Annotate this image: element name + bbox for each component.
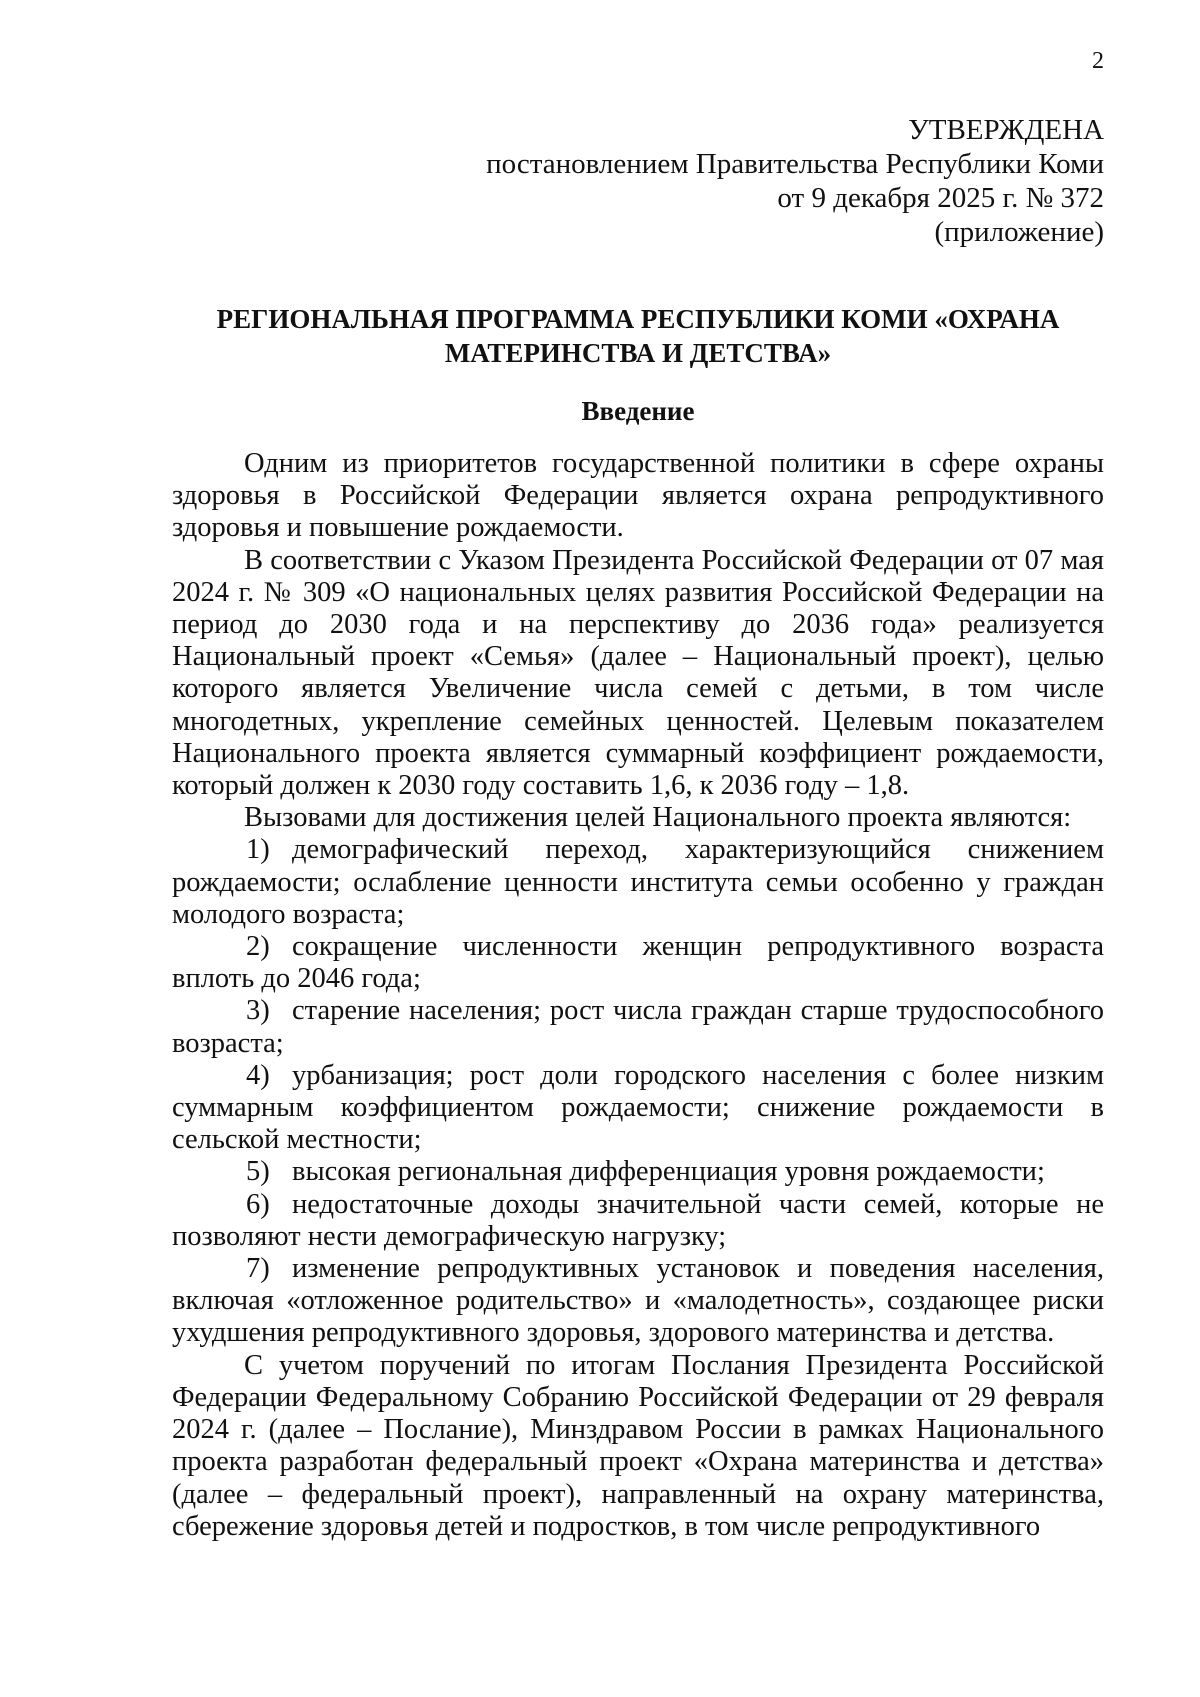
list-item-number: 2) — [246, 931, 270, 963]
page-number: 2 — [1092, 48, 1104, 74]
section-heading: Введение — [581, 396, 695, 426]
approval-date-number: от 9 декабря 2025 г. № 372 — [777, 182, 1104, 214]
list-item-text: урбанизация; рост доли городского населения с более низким суммарным коэффициентом рождаемости; снижение рождаемости в сельской местности; — [172, 1059, 1104, 1156]
approval-authority: постановлением Правительства Республики Коми — [486, 148, 1104, 180]
list-item — [172, 995, 1104, 1059]
list-item-text: недостаточные доходы значительной части семей, которые не позволяют нести демографическую нагрузку; — [172, 1188, 1104, 1252]
list-item — [172, 834, 1104, 931]
list-item-text: сокращение численности женщин репродуктивного возраста вплоть до 2046 года; — [172, 931, 1104, 995]
list-item-number: 4) — [246, 1059, 270, 1091]
approval-status: УТВЕРЖДЕНА — [908, 114, 1104, 146]
list-item-number: 6) — [246, 1188, 270, 1220]
list-item-number: 3) — [246, 995, 270, 1027]
title-line-1: РЕГИОНАЛЬНАЯ ПРОГРАММА РЕСПУБЛИКИ КОМИ «ОХРАНА — [216, 304, 1060, 334]
paragraph-challenges-intro: Вызовами для достижения целей Национального проекта являются: — [244, 802, 1072, 834]
list-item — [172, 1253, 1104, 1350]
paragraph-decree: В соответствии с Указом Президента Российской Федерации от 07 мая 2024 г. № 309 «О национальных целях развития Российской Федерации на период до 2030 года и на перспективу до 2036 года» реализуется Национальный проект «Семья» (далее – Национальный проект), целью которого является Увеличение числа семей с детьми, в том числе многодетных, укрепление семейных ценностей. Целевым показателем Национального проекта является суммарный коэффициент рождаемости, который должен к 2030 году составить 1,6, к 2036 году – 1,8. — [172, 544, 1104, 802]
paragraph-intro: Одним из приоритетов государственной политики в сфере охраны здоровья в Российской Федерации является охрана репродуктивного здоровья и повышение рождаемости. — [172, 448, 1104, 544]
list-item — [172, 1156, 1104, 1188]
list-item-text: старение населения; рост числа граждан старше трудоспособного возраста; — [172, 995, 1104, 1059]
list-item — [172, 1060, 1104, 1157]
approval-note: (приложение) — [934, 216, 1104, 248]
list-item-number: 7) — [246, 1253, 270, 1285]
approval-block — [486, 113, 1104, 249]
list-item — [172, 1189, 1104, 1253]
document-title — [172, 302, 1104, 370]
list-item-text: высокая региональная дифференциация уровня рождаемости; — [292, 1156, 1045, 1188]
document-body — [172, 448, 1104, 1543]
list-item-number: 5) — [246, 1156, 270, 1188]
list-item-number: 1) — [246, 834, 270, 866]
list-item-text: изменение репродуктивных установок и поведения населения, включая «отложенное родительство» и «малодетность», создающее риски ухудшения репродуктивного здоровья, здорового материнства и детства. — [172, 1253, 1104, 1349]
list-item — [172, 931, 1104, 995]
list-item-text: демографический переход, характеризующийся снижением рождаемости; ослабление ценности института семьи особенно у граждан молодого возраста; — [172, 834, 1104, 930]
paragraph-federal-project: С учетом поручений по итогам Послания Президента Российской Федерации Федеральному Собранию Российской Федерации от 29 февраля 2024 г. (далее – Послание), Минздравом России в рамках Национального проекта разработан федеральный проект «Охрана материнства и детства» (далее – федеральный проект), направленный на охрану материнства, сбережение здоровья детей и подростков, в том числе репродуктивного — [172, 1349, 1104, 1542]
title-line-2: МАТЕРИНСТВА И ДЕТСТВА» — [444, 338, 832, 368]
